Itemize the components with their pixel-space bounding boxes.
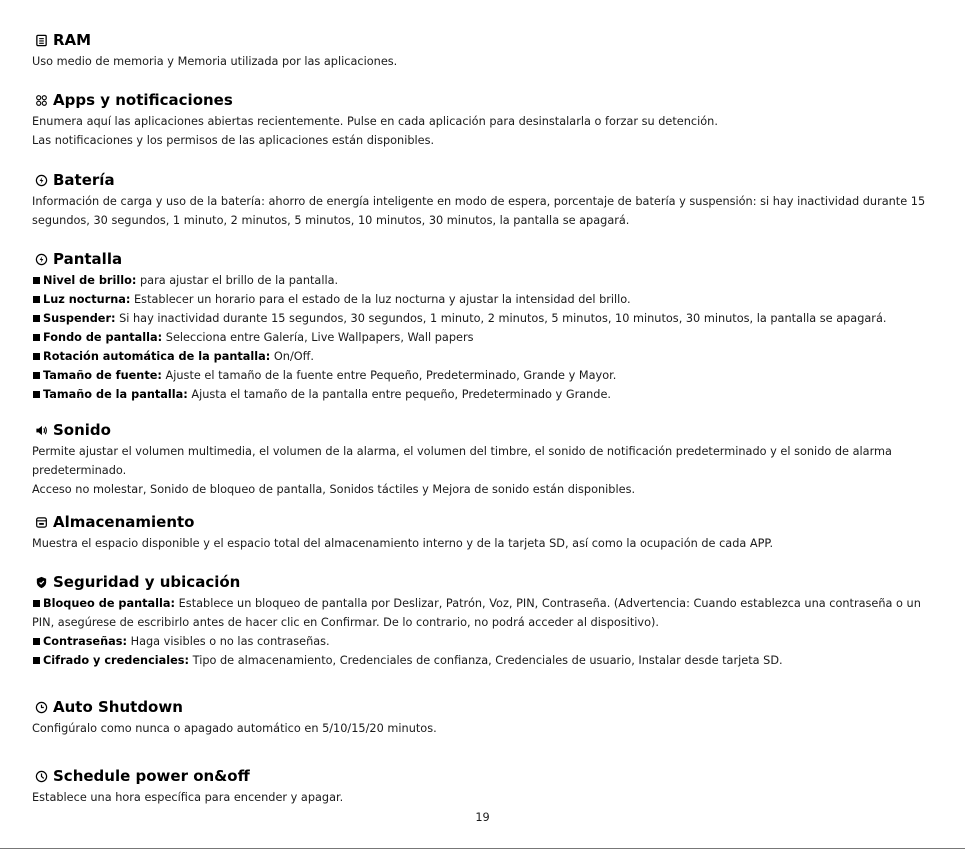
- shield-icon: [34, 575, 49, 590]
- bullet-item: [32, 309, 937, 328]
- bullet-label: Cifrado y credenciales:: [43, 654, 190, 667]
- bullet-square: [33, 657, 40, 664]
- section-title: Sonido: [53, 421, 111, 439]
- section-heading: [32, 570, 937, 594]
- bullet-label: Luz nocturna:: [43, 293, 131, 306]
- section-heading: [32, 168, 937, 192]
- bullet-label: Contraseñas:: [43, 635, 127, 648]
- section-ram: [32, 28, 937, 71]
- page-number: 19: [475, 811, 490, 824]
- bullet-text: Tipo de almacenamiento, Credenciales de confianza, Credenciales de usuario, Instalar desde tarjeta SD.: [189, 654, 783, 667]
- bullet-item: [32, 366, 937, 385]
- bullet-text: Establecer un horario para el estado de la luz nocturna y ajustar la intensidad del brillo.: [130, 293, 631, 306]
- bullet-label: Bloqueo de pantalla:: [43, 597, 176, 610]
- bullet-square: [33, 600, 40, 607]
- bullet-item: [32, 632, 937, 651]
- section-title: Pantalla: [53, 250, 123, 268]
- storage-icon: [34, 515, 49, 530]
- bullet-item: [32, 594, 937, 632]
- bullet-text: para ajustar el brillo de la pantalla.: [136, 274, 339, 287]
- section-apps: [32, 88, 937, 150]
- section-bateria: [32, 168, 937, 230]
- bullet-label: Nivel de brillo:: [43, 274, 137, 287]
- bullet-item: [32, 271, 937, 290]
- bullet-text: Selecciona entre Galería, Live Wallpapers, Wall papers: [162, 331, 474, 344]
- section-heading: [32, 247, 937, 271]
- bullet-label: Fondo de pantalla:: [43, 331, 163, 344]
- section-heading: [32, 510, 937, 534]
- section-text: Información de carga y uso de la batería: ahorro de energía inteligente en modo de espera, porcentaje de batería y suspensión: si hay inactividad durante 15 segundos, 30 segundos, 1 minuto, 2 minutos, 5 minutos, 10 minutos, 30 minutos, la pantalla se apagará.: [32, 195, 926, 227]
- section-text: Configúralo como nunca o apagado automático en 5/10/15/20 minutos.: [32, 722, 437, 735]
- section-heading: [32, 418, 937, 442]
- section-seguridad: [32, 570, 937, 670]
- section-text: Muestra el espacio disponible y el espacio total del almacenamiento interno y de la tarjeta SD, así como la ocupación de cada APP.: [32, 537, 774, 550]
- bullet-square: [33, 296, 40, 303]
- bullet-square: [33, 353, 40, 360]
- bullet-square: [33, 391, 40, 398]
- bullet-item: [32, 347, 937, 366]
- clock-icon: [34, 769, 49, 784]
- bullet-text: Si hay inactividad durante 15 segundos, 30 segundos, 1 minuto, 2 minutos, 5 minutos, 10 minutos, 30 minutos, la pantalla se apagará.: [115, 312, 887, 325]
- bullet-text: On/Off.: [270, 350, 315, 363]
- bullet-item: [32, 385, 937, 404]
- section-heading: [32, 764, 937, 788]
- section-title: Apps y notificaciones: [53, 91, 233, 109]
- bullet-label: Tamaño de fuente:: [43, 369, 162, 382]
- section-text: Uso medio de memoria y Memoria utilizada por las aplicaciones.: [32, 55, 398, 68]
- bullet-square: [33, 277, 40, 284]
- bullet-item: [32, 328, 937, 347]
- memory-icon: [34, 33, 49, 48]
- speaker-icon: [34, 423, 49, 438]
- section-text: Permite ajustar el volumen multimedia, el volumen de la alarma, el volumen del timbre, el sonido de notificación predeterminado y el sonido de alarma predeterminado.: [32, 445, 892, 477]
- battery-icon: [34, 173, 49, 188]
- section-sonido: [32, 418, 937, 499]
- bullet-item: [32, 290, 937, 309]
- section-heading: [32, 88, 937, 112]
- page-bottom-rule: [0, 848, 965, 849]
- display-icon: [34, 252, 49, 267]
- section-text: Enumera aquí las aplicaciones abiertas recientemente. Pulse en cada aplicación para desinstalarla o forzar su detención.: [32, 115, 718, 128]
- section-text: Acceso no molestar, Sonido de bloqueo de pantalla, Sonidos táctiles y Mejora de sonido están disponibles.: [32, 483, 636, 496]
- section-title: Auto Shutdown: [53, 698, 183, 716]
- bullet-text: Ajusta el tamaño de la pantalla entre pequeño, Predeterminado y Grande.: [187, 388, 612, 401]
- section-title: Seguridad y ubicación: [53, 573, 241, 591]
- section-text: Las notificaciones y los permisos de las aplicaciones están disponibles.: [32, 134, 435, 147]
- section-title: RAM: [53, 31, 92, 49]
- bullet-square: [33, 334, 40, 341]
- bullet-square: [33, 372, 40, 379]
- section-almacenamiento: [32, 510, 937, 553]
- section-title: Almacenamiento: [53, 513, 195, 531]
- section-heading: [32, 695, 937, 719]
- section-title: Batería: [53, 171, 115, 189]
- power-timer-icon: [34, 700, 49, 715]
- bullet-label: Rotación automática de la pantalla:: [43, 350, 271, 363]
- section-text: Establece una hora específica para encender y apagar.: [32, 791, 344, 804]
- bullet-square: [33, 315, 40, 322]
- section-title: Schedule power on&off: [53, 767, 250, 785]
- bullet-label: Suspender:: [43, 312, 116, 325]
- section-pantalla: [32, 247, 937, 404]
- bullet-text: Ajuste el tamaño de la fuente entre Pequeño, Predeterminado, Grande y Mayor.: [161, 369, 617, 382]
- bullet-item: [32, 651, 937, 670]
- bullet-square: [33, 638, 40, 645]
- bullet-text: Establece un bloqueo de pantalla por Deslizar, Patrón, Voz, PIN, Contraseña. (Advertencia: Cuando establezca una contraseña o un PIN, asegúrese de escribirlo antes de hacer clic en Confirmar. De lo contrario, no podrá acceder al dispositivo).: [32, 597, 921, 629]
- bullet-label: Tamaño de la pantalla:: [43, 388, 188, 401]
- section-auto-shutdown: [32, 695, 937, 738]
- bullet-text: Haga visibles o no las contraseñas.: [126, 635, 330, 648]
- section-heading: [32, 28, 937, 52]
- apps-icon: [34, 93, 49, 108]
- section-schedule-power: [32, 764, 937, 807]
